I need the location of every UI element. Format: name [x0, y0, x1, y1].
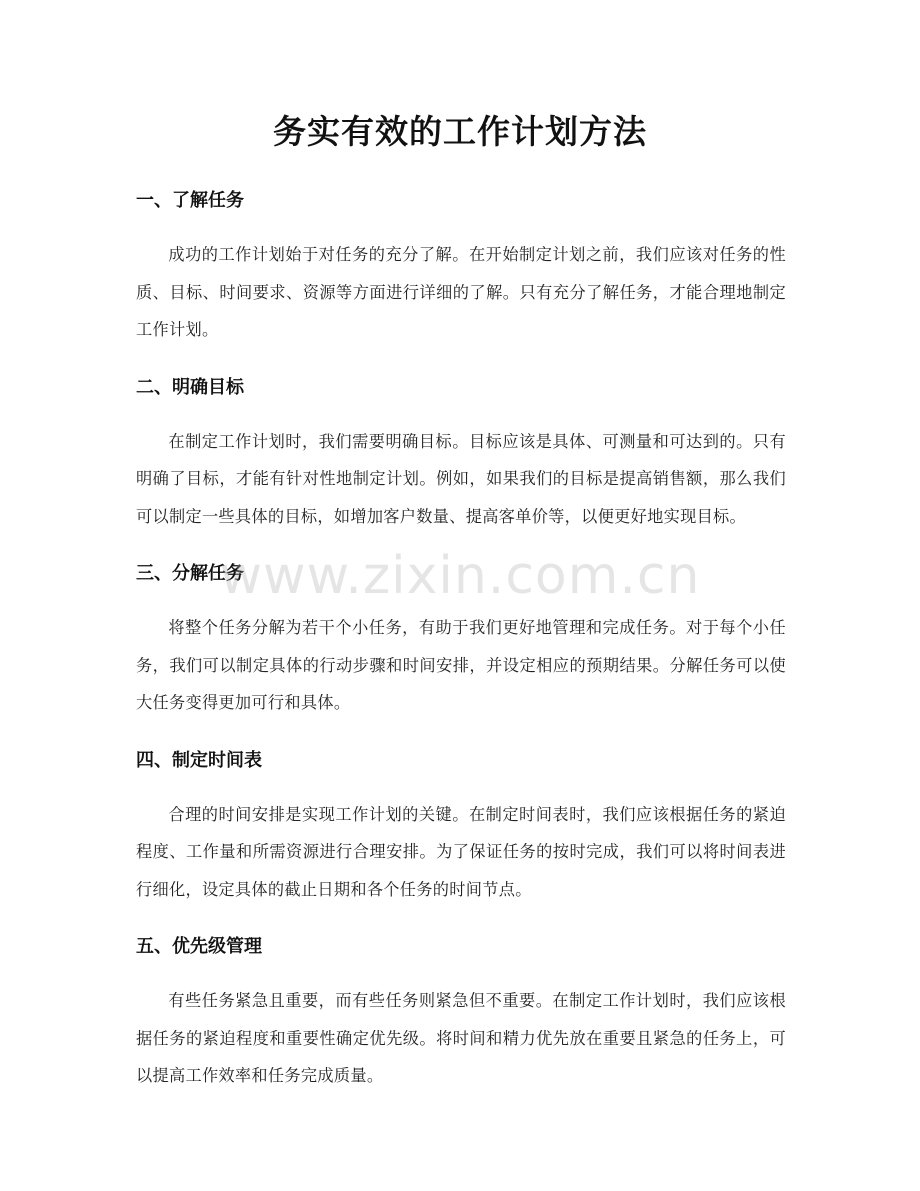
section-1: [136, 183, 786, 349]
section-heading: 二、明确目标: [136, 376, 244, 398]
section-paragraph: 合理的时间安排是实现工作计划的关键。在制定时间表时，我们应该根据任务的紧迫程度、工作量和所需资源进行合理安排。为了保证任务的按时完成，我们可以将时间表进行细化，设定具体的截止日期和各个任务的时间节点。: [136, 804, 786, 899]
section-5: [136, 929, 786, 1095]
section-paragraph: 有些任务紧急且重要，而有些任务则紧急但不重要。在制定工作计划时，我们应该根据任务的紧迫程度和重要性确定优先级。将时间和精力优先放在重要且紧急的任务上，可以提高工作效率和任务完成质量。: [136, 991, 786, 1085]
section-2: [136, 370, 786, 536]
section-heading: 四、制定时间表: [136, 749, 262, 771]
section-paragraph: 将整个任务分解为若干个小任务，有助于我们更好地管理和完成任务。对于每个小任务，我们可以制定具体的行动步骤和时间安排，并设定相应的预期结果。分解任务可以使大任务变得更加可行和具体。: [136, 618, 786, 712]
document-content: [136, 183, 786, 1116]
document-title: 务实有效的工作计划方法: [273, 112, 647, 151]
section-paragraph: 在制定工作计划时，我们需要明确目标。目标应该是具体、可测量和可达到的。只有明确了目标，才能有针对性地制定计划。例如，如果我们的目标是提高销售额，那么我们可以制定一些具体的目标，如增加客户数量、提高客单价等，以便更好地实现目标。: [136, 431, 786, 526]
section-heading: 三、分解任务: [136, 563, 244, 584]
section-3: [136, 556, 786, 722]
section-4: [136, 743, 786, 909]
section-heading: 一、了解任务: [136, 190, 244, 211]
section-paragraph: 成功的工作计划始于对任务的充分了解。在开始制定计划之前，我们应该对任务的性质、目标、时间要求、资源等方面进行详细的了解。只有充分了解任务，才能合理地制定工作计划。: [136, 245, 786, 339]
section-heading: 五、优先级管理: [136, 936, 262, 957]
watermark: www.zixin.com.cn: [219, 546, 701, 606]
